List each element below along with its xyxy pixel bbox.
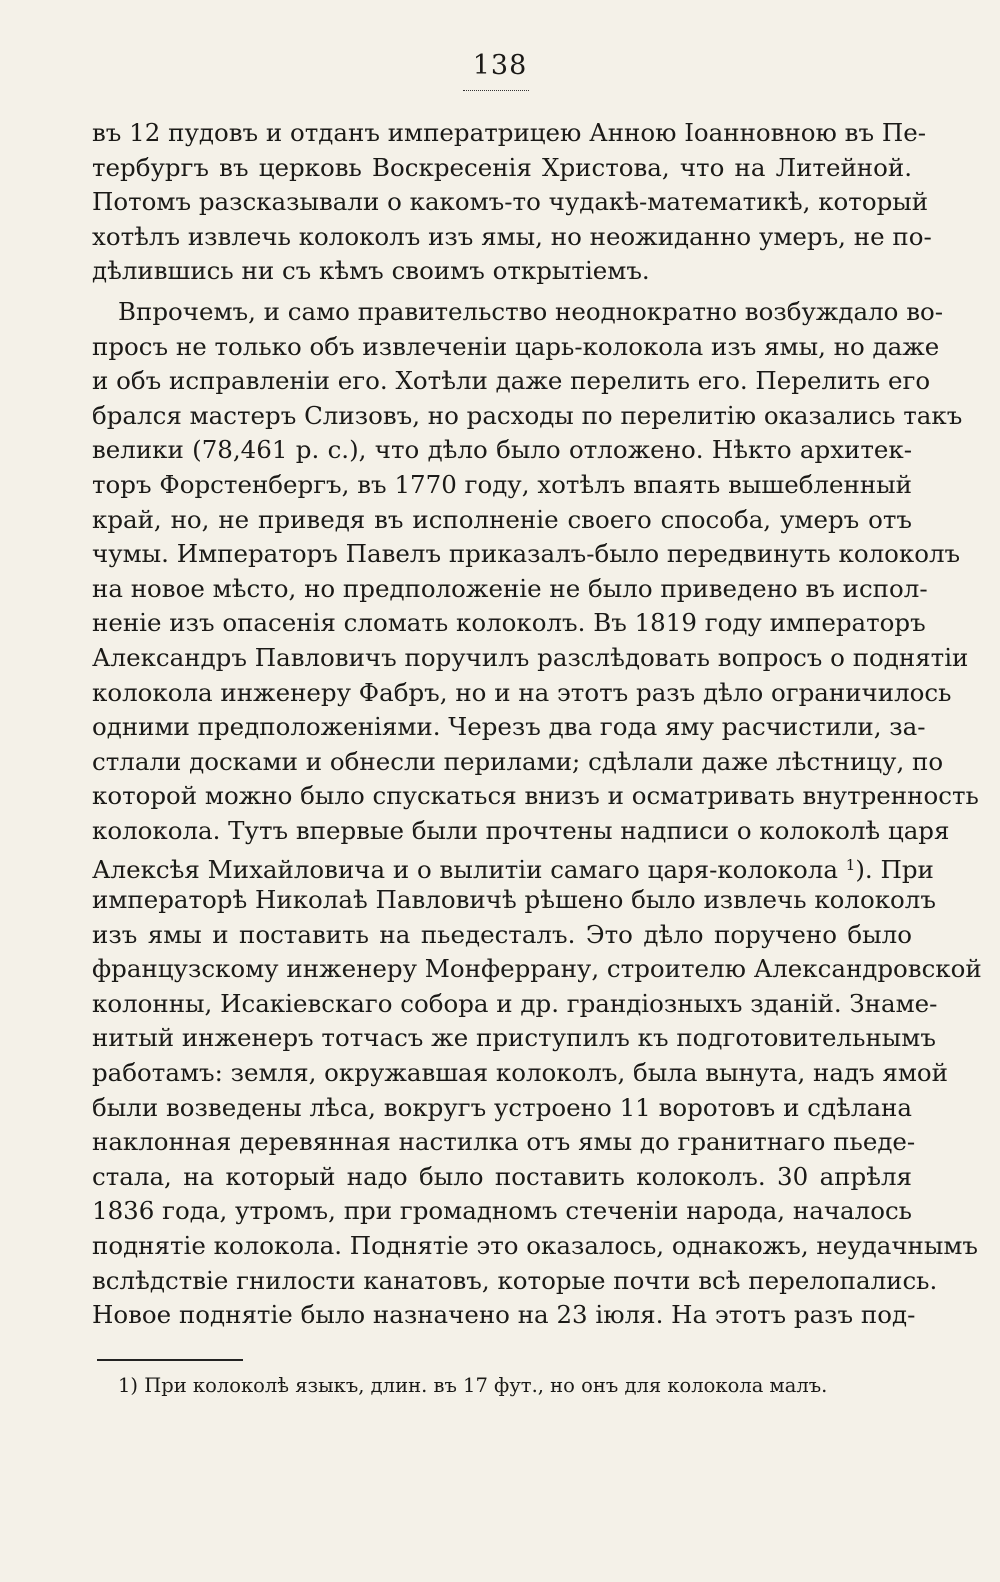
text-line: велики (78,461 р. с.), что дѣло было отложено. Нѣкто архитек- xyxy=(92,435,912,465)
footnote-marker: 1) xyxy=(118,1374,139,1397)
text-line: поднятіе колокола. Поднятіе это оказалось, однакожъ, неудачнымъ xyxy=(92,1231,979,1260)
text-line: дѣлившись ни съ кѣмъ своимъ открытіемъ. xyxy=(92,256,650,286)
text-line: Впрочемъ, и само правительство неоднократно возбуждало во- xyxy=(118,296,944,326)
text-line: колонны, Исакіевскаго собора и др. грандіозныхъ зданій. Знаме- xyxy=(92,988,938,1018)
text-line: Новое поднятіе было назначено на 23 іюля. На этотъ разъ под- xyxy=(92,1300,916,1330)
text-line: Александръ Павловичъ поручилъ разслѣдовать вопросъ о поднятіи xyxy=(92,642,969,672)
text-segment: ). При xyxy=(855,855,934,885)
text-line: неніе изъ опасенія сломать колоколъ. Въ 1819 году императоръ xyxy=(92,608,926,638)
text-line: край, но, не приведя въ исполненіе своего способа, умеръ отъ xyxy=(92,504,912,534)
footnote-separator xyxy=(97,1359,243,1361)
text-line-with-footnote-ref xyxy=(92,848,934,885)
text-line: хотѣлъ извлечь колоколъ изъ ямы, но неожиданно умеръ, не по- xyxy=(92,221,932,251)
text-line: наклонная деревянная настилка отъ ямы до гранитнаго пьеде- xyxy=(92,1127,916,1157)
text-line: торъ Форстенбергъ, въ 1770 году, хотѣлъ впаять вышебленный xyxy=(92,469,912,499)
text-line: брался мастеръ Слизовъ, но расходы по перелитію оказались такъ xyxy=(92,400,963,430)
text-line: и объ исправленіи его. Хотѣли даже перелить его. Перелить его xyxy=(92,366,931,396)
text-line: нитый инженеръ тотчасъ же приступилъ къ подготовительнымъ xyxy=(92,1023,936,1053)
text-line: стлали досками и обнесли перилами; сдѣлали даже лѣстницу, по xyxy=(92,746,944,776)
text-line: императорѣ Николаѣ Павловичѣ рѣшено было извлечь колоколъ xyxy=(92,885,936,915)
text-line: стала, на который надо было поставить колоколъ. 30 апрѣля xyxy=(92,1161,912,1191)
body-text xyxy=(92,116,982,1333)
text-line: колокола инженеру Фабръ, но и на этотъ разъ дѣло ограничилось xyxy=(92,677,952,707)
text-line: 1836 года, утромъ, при громадномъ стеченіи народа, началось xyxy=(92,1196,912,1226)
text-line: французскому инженеру Монферрану, строителю Александровской xyxy=(92,954,982,984)
text-line: просъ не только объ извлеченіи царь-колокола изъ ямы, но даже xyxy=(92,331,940,361)
text-line: чумы. Императоръ Павелъ приказалъ-было передвинуть колоколъ xyxy=(92,539,961,569)
text-line: вслѣдствіе гнилости канатовъ, которые почти всѣ перелопались. xyxy=(92,1265,938,1295)
text-segment: Алексѣя Михайловича и о вылитіи самаго царя-колокола xyxy=(92,855,838,885)
text-line: на новое мѣсто, но предположеніе не было приведено въ испол- xyxy=(92,573,928,603)
text-line: колокола. Тутъ впервые были прочтены надписи о колоколѣ царя xyxy=(92,815,950,845)
text-line: въ 12 пудовъ и отданъ императрицею Анною Іоанновною въ Пе- xyxy=(92,118,926,147)
footnote-reference: 1 xyxy=(845,856,856,875)
text-line: работамъ: земля, окружавшая колоколъ, была вынута, надъ ямой xyxy=(92,1058,949,1088)
text-line: изъ ямы и поставить на пьедесталъ. Это дѣло поручено было xyxy=(92,919,912,949)
text-line: были возведены лѣса, вокругъ устроено 11 воротовъ и сдѣлана xyxy=(92,1092,912,1122)
page-number: 138 xyxy=(472,50,528,81)
text-line: которой можно было спускаться внизъ и осматривать внутренность xyxy=(92,781,979,811)
footnote xyxy=(118,1372,878,1400)
text-line: одними предположеніями. Черезъ два года яму расчистили, за- xyxy=(92,712,926,742)
footnote-text: При колоколѣ языкъ, длин. въ 17 фут., но онъ для колокола малъ. xyxy=(144,1374,828,1397)
page-number-underline xyxy=(463,90,529,91)
text-line: Потомъ разсказывали о какомъ-то чудакѣ-математикѣ, который xyxy=(92,187,929,217)
text-line: тербургъ въ церковь Воскресенія Христова, что на Литейной. xyxy=(92,152,912,182)
